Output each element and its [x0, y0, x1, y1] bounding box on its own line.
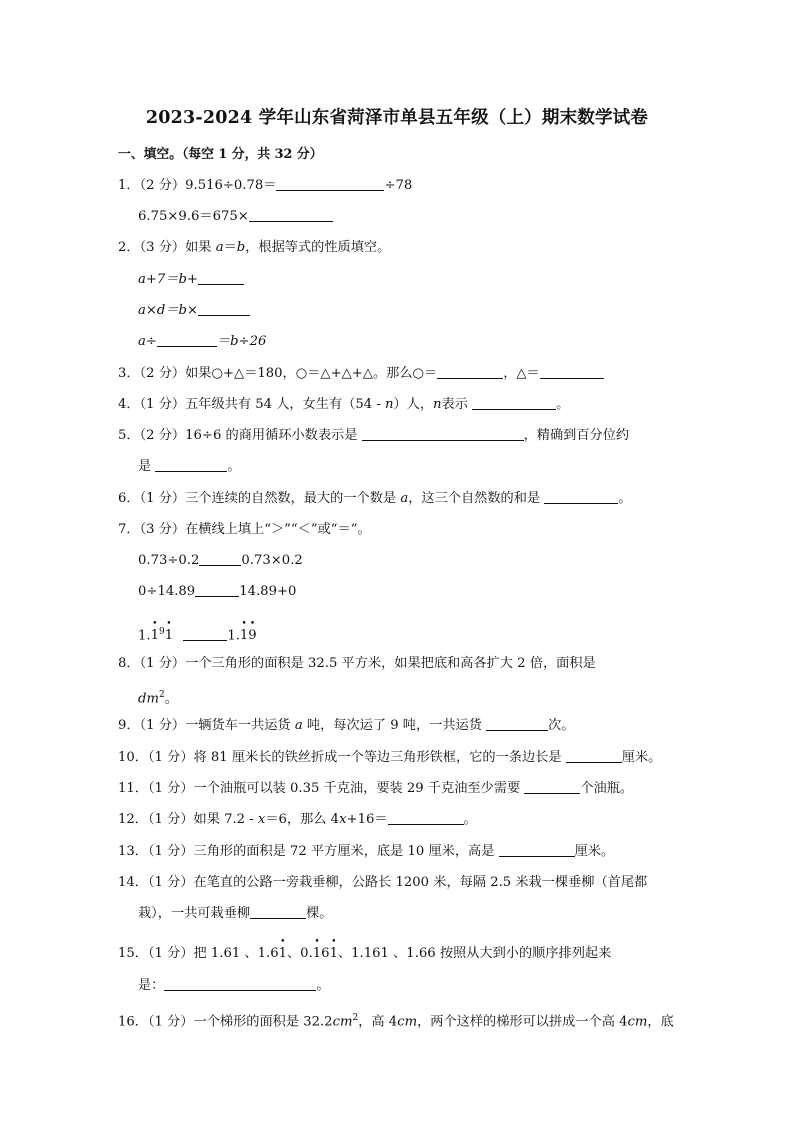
question-9: 9．（1 分）一辆货车一共运货 a 吨，每次运了 9 吨，一共运货 次。: [118, 718, 575, 733]
question-7-line-2: 0÷14.89 14.89+0: [138, 584, 297, 599]
question-15-line-2: 是： 。: [138, 978, 330, 993]
answer-blank[interactable]: [544, 489, 618, 504]
answer-blank[interactable]: [155, 457, 227, 472]
repeating-digit: • 9: [248, 626, 256, 646]
question-7-line-1: 0.73÷0.2 0.73×0.2: [138, 553, 303, 568]
question-8-line-2: $dm^2$。: [138, 690, 178, 707]
answer-blank[interactable]: [183, 626, 227, 641]
question-14-line-2: 栽），一共可栽垂柳 棵。: [138, 906, 333, 921]
answer-blank[interactable]: [566, 748, 622, 763]
answer-blank[interactable]: [437, 364, 503, 379]
question-7: 7．（3 分）在横线上填上“＞”“＜”或“＝”。: [118, 522, 371, 537]
question-12: 12．（1 分）如果 7.2 - x＝6，那么 4x+16＝ 。: [118, 812, 477, 827]
repeating-digit: • 1: [313, 944, 321, 964]
answer-blank[interactable]: [164, 976, 316, 991]
question-11: 11．（1 分）一个油瓶可以装 0.35 千克油，要装 29 千克油至少需要 个油瓶。: [118, 781, 634, 796]
question-2-line-2: a×d＝b×: [138, 301, 250, 321]
repeating-digit: • 1: [240, 626, 248, 646]
question-3: 3．（2 分）如果○+△＝180，○＝△+△+△。那么○＝ ，△＝: [118, 364, 604, 384]
answer-blank[interactable]: [499, 842, 575, 857]
question-7-line-3: 1.• $1^9•$ 1 1.• 1• 9: [138, 622, 257, 646]
question-13: 13．（1 分）三角形的面积是 72 平方厘米，底是 10 厘米，高是 厘米。: [118, 844, 615, 859]
question-2: 2．（3 分）如果 a＝b，根据等式的性质填空。: [118, 240, 391, 255]
question-1-line-2: 6.75×9.6＝675×: [138, 207, 333, 227]
repeating-digit: • 1: [279, 944, 287, 964]
question-10: 10．（1 分）将 81 厘米长的铁丝折成一个等边三角形铁框，它的一条边长是 厘米。: [118, 750, 662, 765]
answer-blank[interactable]: [540, 364, 604, 379]
answer-blank[interactable]: [362, 426, 524, 441]
repeating-digit: • 1: [151, 626, 159, 646]
section-heading: 一、填空。（每空 1 分，共 32 分）: [118, 147, 323, 162]
answer-blank[interactable]: [198, 301, 250, 316]
question-1: 1．（2 分）9.516÷0.78＝ ÷78: [118, 178, 413, 193]
answer-blank[interactable]: [276, 176, 384, 191]
question-2-line-1: a+7＝b+: [138, 270, 244, 290]
answer-blank[interactable]: [524, 779, 580, 794]
question-4: 4．（1 分）五年级共有 54 人，女生有（54 - n）人，n表示 。: [118, 397, 570, 412]
answer-blank[interactable]: [199, 551, 241, 566]
answer-blank[interactable]: [249, 207, 333, 222]
question-5: 5．（2 分）16÷6 的商用循环小数表示是 ，精确到百分位约: [118, 428, 630, 443]
question-6: 6．（1 分）三个连续的自然数，最大的一个数是 a，这三个自然数的和是 。: [118, 491, 632, 506]
answer-blank[interactable]: [472, 395, 556, 410]
answer-blank[interactable]: [486, 716, 548, 731]
question-14: 14．（1 分）在笔直的公路一旁栽垂柳，公路长 1200 米，每隔 2.5 米栽一棵垂柳（首尾都: [118, 875, 648, 890]
page-title: 2023-2024 学年山东省菏泽市单县五年级（上）期末数学试卷: [145, 108, 649, 128]
answer-blank[interactable]: [250, 904, 306, 919]
question-15: 15．（1 分）把 1.61 、1.6• 1、0.• 16• 1、1.161 、1.66 按照从大到小的顺序排列起来: [118, 944, 611, 964]
question-5-line-2: 是 。: [138, 459, 241, 474]
question-8: 8．（1 分）一个三角形的面积是 32.5 平方米，如果把底和高各扩大 2 倍，面积是: [118, 656, 596, 671]
question-16: 16．（1 分）一个梯形的面积是 $32.2cm^2$，高 4cm，两个这样的梯形可以拼成一个高 4cm，底: [118, 1013, 674, 1030]
answer-blank[interactable]: [195, 582, 239, 597]
answer-blank[interactable]: [157, 332, 217, 347]
repeating-digit: • 1: [165, 626, 173, 646]
answer-blank[interactable]: [388, 810, 464, 825]
repeating-digit: • 1: [330, 944, 338, 964]
answer-blank[interactable]: [198, 270, 244, 285]
question-2-line-3: a÷ ＝b÷26: [138, 334, 267, 349]
